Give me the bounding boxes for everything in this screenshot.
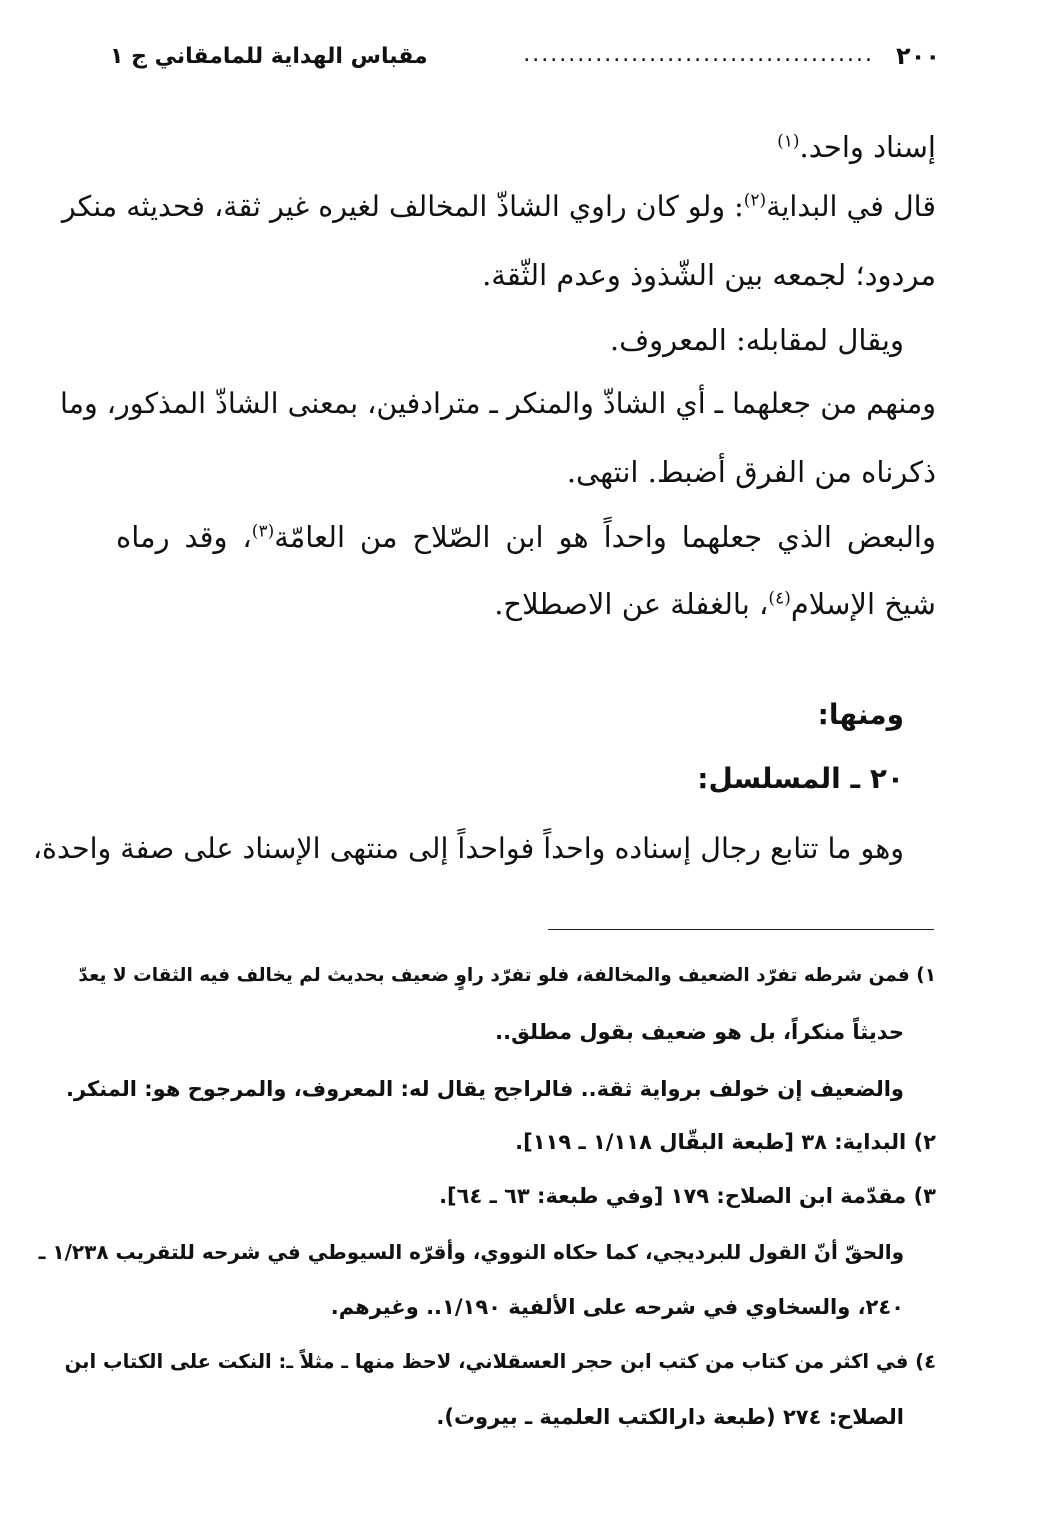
- header-dot-leader: .......................................: [523, 42, 874, 67]
- footnote-ref-4: (٤): [768, 588, 791, 609]
- text: ، وقد رماه: [116, 520, 252, 554]
- text: والبعض الذي جعلهما واحداً هو ابن الصّلاح من العامّة: [274, 520, 936, 554]
- text: شيخ الإسلام: [790, 587, 936, 621]
- footnote-4-line-1: ٤) في اكثر من كتاب من كتب ابن حجر العسقلاني، لاحظ منها ـ مثلاً ـ: النكت على الكتاب ابن: [64, 1350, 936, 1373]
- text: إسناد واحد.: [799, 130, 936, 164]
- text: قال في البداية: [766, 190, 936, 223]
- text-line-9: وهو ما تتابع رجال إسناده واحداً فواحداً إلى منتهى الإسناد على صفة واحدة،: [32, 832, 904, 865]
- footnote-separator: [548, 929, 934, 930]
- page-number: ٢٠٠: [896, 42, 940, 70]
- text-line-7: [116, 520, 936, 554]
- footnote-ref-2: (٢): [743, 190, 767, 211]
- text-line-5: ومنهم من جعلهما ـ أي الشاذّ والمنكر ـ مترادفين، بمعنى الشاذّ المذكور، وما: [60, 387, 936, 420]
- text-line-1: [777, 130, 936, 164]
- footnote-3-line-1: ٣) مقدّمة ابن الصلاح: ١٧٩ [وفي طبعة: ٦٣ ـ ٦٤].: [439, 1184, 936, 1208]
- footnote-3-line-3: ٢٤٠، والسخاوي في شرحه على الألفية ١/١٩٠.. وغيرهم.: [330, 1295, 904, 1319]
- footnote-4-line-2: الصلاح: ٢٧٤ (طبعة دارالكتب العلمية ـ بيروت).: [436, 1405, 904, 1429]
- footnote-3-line-2: والحقّ أنّ القول للبرديجي، كما حكاه النووي، وأقرّه السيوطي في شرحه للتقريب ١/٢٣٨ ـ: [38, 1240, 904, 1264]
- footnote-2: ٢) البداية: ٣٨ [طبعة البقّال ١/١١٨ ـ ١١٩].: [515, 1130, 936, 1154]
- text-line-3: مردود؛ لجمعه بين الشّذوذ وعدم الثّقة.: [482, 258, 936, 292]
- footnote-1-line-2: حديثاً منكراً، بل هو ضعيف بقول مطلق..: [495, 1020, 904, 1044]
- book-title: مقباس الهداية للمامقاني ج ١: [110, 44, 428, 69]
- footnote-ref-1: (١): [777, 131, 800, 152]
- text-line-4: ويقال لمقابله: المعروف.: [609, 323, 904, 357]
- text-line-6: ذكرناه من الفرق أضبط. انتهى.: [566, 455, 936, 489]
- text-line-2: [61, 190, 936, 223]
- section-heading-minha: ومنها:: [817, 698, 904, 731]
- footnote-ref-3: (٣): [251, 521, 275, 542]
- text-line-8: [494, 587, 936, 621]
- running-header: [110, 42, 940, 82]
- footnote-1-line-1: ١) فمن شرطه تفرّد الضعيف والمخالفة، فلو تفرّد راوٍ ضعيف بحديث لم يخالف فيه الثقات لا يعدّ: [78, 965, 936, 986]
- text: : ولو كان راوي الشاذّ المخالف لغيره غير ثقة، فحديثه منكر: [61, 190, 744, 223]
- text: ، بالغفلة عن الاصطلاح.: [494, 587, 769, 621]
- section-heading-musalsal: ٢٠ ـ المسلسل:: [697, 762, 904, 795]
- footnote-1-line-3: والضعيف إن خولف برواية ثقة.. فالراجح يقال له: المعروف، والمرجوح هو: المنكر.: [65, 1077, 904, 1101]
